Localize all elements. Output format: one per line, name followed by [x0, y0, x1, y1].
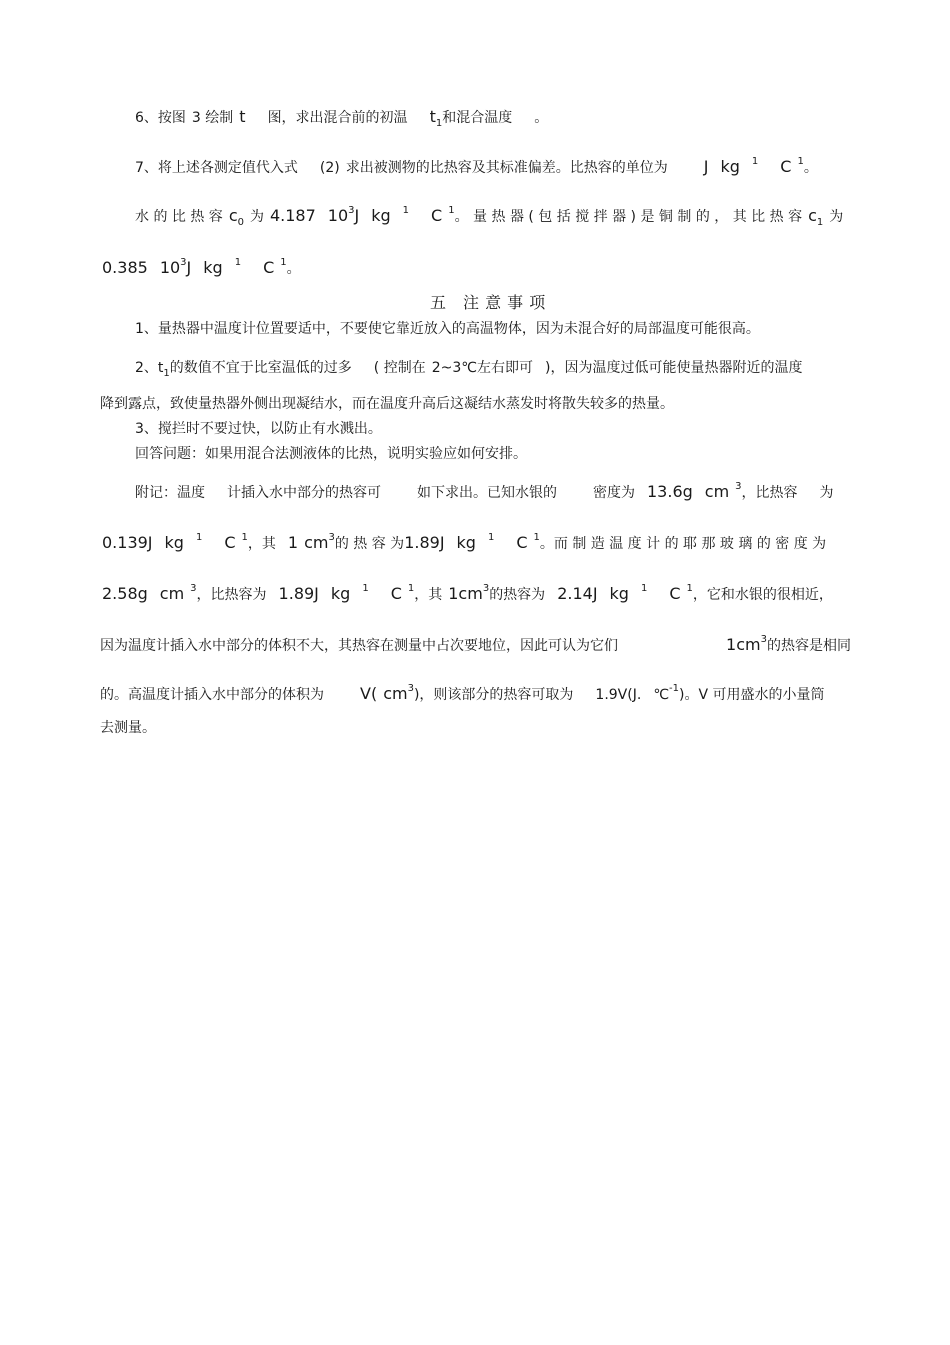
text: V( — [360, 684, 378, 703]
text: )。V 可用盛水的小量筒 — [679, 687, 825, 703]
unit-C: C — [780, 157, 792, 176]
text: 水 的 比 热 容 — [135, 209, 223, 225]
value: 1 — [726, 635, 737, 654]
superscript: 3 — [328, 532, 335, 543]
text: 7、将上述各测定值代入式 — [135, 160, 298, 176]
text: (2) — [319, 160, 340, 176]
step-6-line — [135, 108, 548, 129]
appendix-line-4 — [100, 636, 851, 657]
value: 4.187 — [269, 206, 316, 225]
text: 2、t — [135, 360, 164, 376]
superscript: 1 — [487, 532, 495, 543]
text: 如下求出。已知水银的 — [417, 485, 557, 501]
step-7-line — [135, 158, 818, 179]
symbol-c0: c — [228, 206, 238, 225]
superscript: 3 — [180, 257, 187, 268]
text: 2~3℃左右即可 — [431, 360, 533, 376]
text: 的 热 容 为 — [334, 536, 405, 552]
unit-kg: kg — [456, 533, 476, 552]
value: 0.139J — [102, 533, 153, 552]
superscript: 1 — [280, 257, 287, 268]
value: 1 — [448, 584, 459, 603]
text: 为 — [249, 209, 264, 225]
unit-J: J — [186, 258, 192, 277]
superscript: 1 — [195, 532, 203, 543]
subscript: 1 — [816, 217, 824, 228]
unit-kg: kg — [371, 206, 391, 225]
unit-kg: kg — [720, 157, 740, 176]
appendix-line-6: 去测量。 — [100, 720, 156, 736]
text: 计插入水中部分的热容可 — [227, 485, 381, 501]
value: 1.89J — [278, 584, 319, 603]
note-2-line — [135, 359, 802, 379]
text: 。 — [534, 110, 549, 126]
superscript: 1 — [751, 156, 759, 167]
text: 求出被测物的比热容及其标准偏差。比热容的单位为 — [345, 160, 668, 176]
text: 的热容是相同 — [766, 638, 851, 654]
superscript: 1 — [533, 532, 540, 543]
question-line: 回答问题：如果用混合法测液体的比热，说明实验应如何安排。 — [135, 446, 527, 462]
text: 。 量 热 器 ( 包 括 搅 拌 器 ) 是 铜 制 的 ， 其 比 热 容 — [454, 209, 803, 225]
text: ，比热容为 — [196, 587, 267, 603]
superscript: 1 — [640, 583, 648, 594]
value: 10 — [327, 206, 349, 225]
text: 。而 制 造 温 度 计 的 耶 那 玻 璃 的 密 度 为 — [539, 536, 827, 552]
water-specific-heat-line — [135, 207, 843, 228]
note-3-line: 3、搅拦时不要过快，以防止有水溅出。 — [135, 421, 382, 437]
text: ，其 — [247, 536, 276, 552]
unit-cm: cm — [304, 533, 329, 552]
text: 附记：温度 — [135, 485, 205, 501]
subscript: 1 — [163, 368, 170, 379]
text: 因为温度计插入水中部分的体积不大，其热容在测量中占次要地位，因此可认为它们 — [100, 638, 618, 654]
text: )，则该部分的热容可取为 — [413, 687, 574, 703]
appendix-line-5 — [100, 685, 825, 706]
superscript: 1 — [407, 583, 415, 594]
superscript: 3 — [735, 481, 742, 492]
superscript: -1 — [669, 683, 680, 694]
section-title: 五 注 意 事 项 — [430, 293, 546, 312]
note-1-line: 1、量热器中温度计位置要适中，不要使它靠近放入的高温物体，因为未混合好的局部温度可能很高。 — [135, 321, 760, 337]
unit-cm: cm — [458, 584, 483, 603]
text: 图，求出混合前的初温 — [267, 110, 408, 126]
text: 的热容为 — [489, 587, 546, 603]
note-2-continuation: 降到露点，致使量热器外侧出现凝结水，而在温度升高后这凝结水蒸发时将散失较多的热量。 — [100, 396, 674, 412]
text: ，其 — [414, 587, 443, 603]
superscript: 1 — [686, 583, 693, 594]
value: 1.9V(J. — [595, 687, 642, 703]
text: 6、按图 — [135, 110, 186, 126]
text: ，比热容 — [741, 485, 798, 501]
superscript: 1 — [241, 532, 248, 543]
text: 和混合温度 — [442, 110, 513, 126]
text: ，它和水银的很相近， — [692, 587, 833, 603]
subscript: 1 — [435, 118, 443, 129]
value: 2.14J — [557, 584, 598, 603]
superscript: 3 — [407, 683, 414, 694]
superscript: 1 — [402, 205, 410, 216]
superscript: 3 — [190, 583, 197, 594]
text: 的数值不宜于比室温低的过多 — [169, 360, 352, 376]
unit-C: C — [224, 533, 236, 552]
appendix-line-1 — [135, 483, 834, 504]
appendix-line-3 — [102, 585, 833, 606]
unit-cm: cm — [736, 635, 761, 654]
text: ( 控制在 — [373, 360, 426, 376]
superscript: 1 — [797, 156, 804, 167]
value: 2.58g — [102, 584, 148, 603]
text: 。 — [286, 261, 301, 277]
unit-kg: kg — [203, 258, 223, 277]
unit-C: C — [516, 533, 528, 552]
subscript: 0 — [237, 217, 244, 228]
superscript: 1 — [362, 583, 369, 594]
superscript: 1 — [234, 257, 242, 268]
superscript: 3 — [482, 583, 490, 594]
value: 13.6g — [647, 482, 693, 501]
unit-J: J — [703, 157, 709, 176]
value: 10 — [159, 258, 181, 277]
text: 。 — [803, 160, 818, 176]
value: 0.385 — [102, 258, 148, 277]
unit-kg: kg — [164, 533, 184, 552]
superscript: 3 — [348, 205, 355, 216]
unit-cm: cm — [383, 684, 408, 703]
unit-C: C — [263, 258, 275, 277]
unit-C: C — [431, 206, 443, 225]
unit-J: J — [354, 206, 360, 225]
text: )，因为温度过低可能使量热器附近的温度 — [544, 360, 803, 376]
unit-cm: cm — [159, 584, 185, 603]
text: 为 — [829, 209, 844, 225]
unit-kg: kg — [330, 584, 351, 603]
superscript: 3 — [760, 634, 767, 645]
unit-cm: cm — [704, 482, 730, 501]
symbol-c1: c — [808, 206, 817, 225]
text: 密度为 — [593, 485, 635, 501]
unit-C: C — [669, 584, 681, 603]
calorimeter-specific-heat-line — [102, 259, 301, 280]
unit-C: C — [390, 584, 402, 603]
unit-kg: kg — [609, 584, 629, 603]
unit-celsius: ℃ — [653, 687, 670, 703]
text: 3 绘制 — [191, 110, 234, 126]
symbol-t: t — [239, 107, 246, 126]
text: 为 — [819, 485, 834, 501]
superscript: 1 — [448, 205, 455, 216]
appendix-line-2 — [102, 534, 826, 555]
value: 1.89J — [404, 533, 445, 552]
value: 1 — [287, 533, 299, 552]
symbol-t1: t — [429, 107, 436, 126]
text: 的。高温度计插入水中部分的体积为 — [100, 687, 324, 703]
